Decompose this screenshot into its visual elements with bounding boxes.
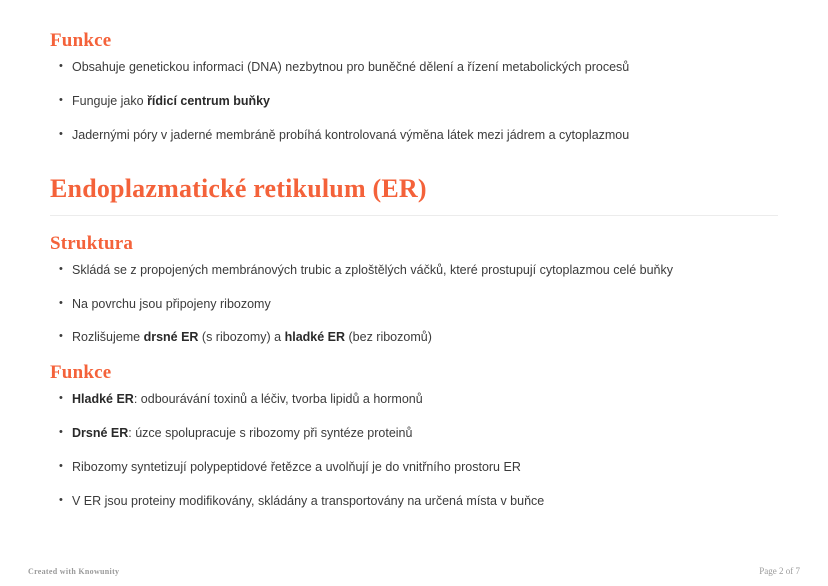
- text-run: (s ribozomy) a: [198, 330, 285, 345]
- section-funkce-nucleus: [50, 30, 778, 143]
- list-item: [50, 262, 778, 279]
- footer-attribution: Created with Knowunity: [28, 567, 120, 576]
- list-item: [50, 296, 778, 313]
- list-item: [50, 127, 778, 144]
- text-run: Obsahuje genetickou informaci (DNA) nezbytnou pro buněčné dělení a řízení metabolických procesů: [72, 59, 630, 74]
- section-heading: Struktura: [50, 232, 134, 254]
- list-item: [50, 459, 778, 476]
- emphasis-text: hladké ER: [284, 330, 346, 345]
- bullet-list: [50, 59, 778, 144]
- text-run: Funguje jako: [72, 93, 148, 108]
- text-run: V ER jsou proteiny modifikovány, skládány a transportovány na určená místa v buňce: [72, 493, 545, 508]
- section-funkce-er: [50, 362, 778, 509]
- text-run: Ribozomy syntetizují polypeptidové řetězce a uvolňují je do vnitřního prostoru ER: [72, 459, 521, 474]
- text-run: Na povrchu jsou připojeny ribozomy: [72, 296, 271, 311]
- text-run: (bez ribozomů): [345, 330, 432, 345]
- bullet-list: [50, 262, 778, 347]
- text-run: : úzce spolupracuje s ribozomy při syntéze proteinů: [128, 426, 413, 441]
- bullet-list: [50, 391, 778, 510]
- list-item: [50, 93, 778, 110]
- section-struktura: [50, 233, 778, 346]
- list-item: [50, 391, 778, 408]
- page-footer: [0, 546, 828, 586]
- emphasis-text: Drsné ER: [72, 426, 129, 441]
- text-run: Rozlišujeme: [72, 330, 144, 345]
- emphasis-text: řídicí centrum buňky: [147, 93, 271, 108]
- text-run: : odbourávání toxinů a léčiv, tvorba lipidů a hormonů: [133, 392, 423, 407]
- text-run: Skládá se z propojených membránových trubic a zploštělých váčků, které prostupují cytoplazmou celé buňky: [72, 262, 673, 277]
- list-item: [50, 493, 778, 510]
- list-item: [50, 59, 778, 76]
- text-run: Jadernými póry v jaderné membráně probíhá kontrolovaná výměna látek mezi jádrem a cytoplazmou: [72, 127, 630, 142]
- section-endoplasmic-reticulum: [50, 173, 778, 216]
- emphasis-text: Hladké ER: [72, 392, 134, 407]
- section-heading: Funkce: [50, 30, 112, 51]
- section-heading: Funkce: [50, 362, 112, 384]
- list-item: [50, 425, 778, 442]
- page-title: Endoplazmatické retikulum (ER): [50, 173, 778, 216]
- emphasis-text: drsné ER: [143, 330, 199, 345]
- list-item: [50, 329, 778, 346]
- page-number: Page 2 of 7: [759, 566, 800, 576]
